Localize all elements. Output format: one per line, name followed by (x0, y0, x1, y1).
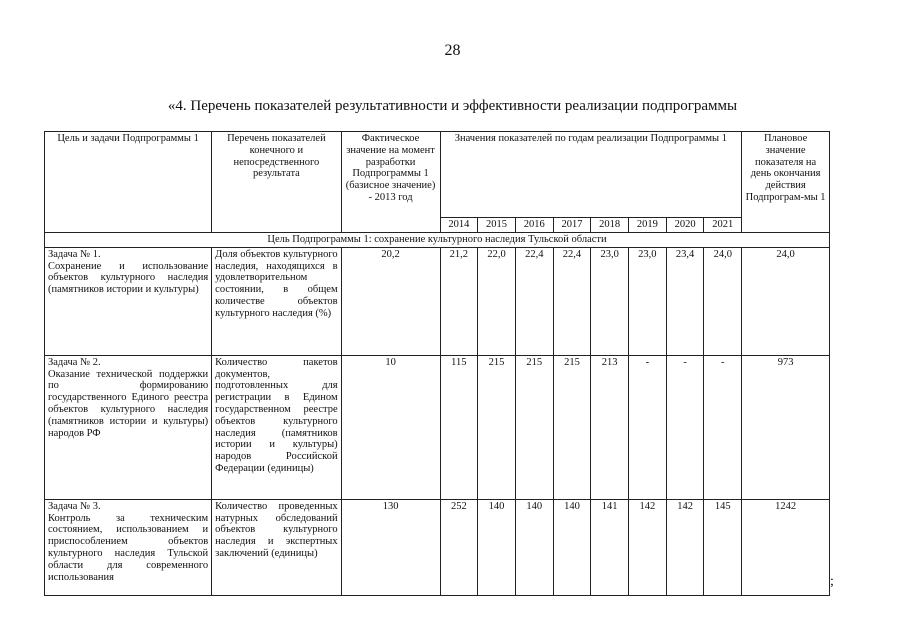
year-value: 213 (591, 355, 629, 499)
planned-value: 973 (742, 355, 830, 499)
year-cell: 2014 (440, 218, 478, 233)
year-value: 21,2 (440, 247, 478, 355)
task-text: Сохранение и использование объектов культурного наследия (памятников истории и культуры) (48, 260, 209, 296)
indicator-cell: Доля объектов культурного наследия, находящихся в удовлетворительном состоянии, в общем количестве объектов культурного наследия (%) (212, 247, 341, 355)
year-cell: 2019 (629, 218, 667, 233)
year-value: - (629, 355, 667, 499)
trailing-semicolon: ; (830, 574, 834, 589)
year-value: 23,0 (629, 247, 667, 355)
indicator-cell: Количество пакетов документов, подготовленных для регистрации в Едином государственном реестре объектов культурного наследия (памятников истории и культуры) народов Российской Федерации (единицы) (212, 355, 341, 499)
actual-value: 20,2 (341, 247, 440, 355)
year-value: 24,0 (704, 247, 742, 355)
year-value: 23,0 (591, 247, 629, 355)
year-value: 145 (704, 499, 742, 595)
task-label: Задача № 3. (48, 500, 101, 512)
header-by-years: Значения показателей по годам реализации Подпрограммы 1 (440, 132, 742, 218)
task-cell (45, 247, 212, 355)
planned-value: 24,0 (742, 247, 830, 355)
year-cell: 2021 (704, 218, 742, 233)
year-value: 140 (515, 499, 553, 595)
year-value: 140 (553, 499, 591, 595)
year-value: 215 (515, 355, 553, 499)
goal-row (45, 233, 830, 248)
year-value: 141 (591, 499, 629, 595)
table-row (45, 355, 830, 499)
header-planned: Плановое значение показателя на день окончания действия Подпрограм-мы 1 (742, 132, 830, 233)
document-title: «4. Перечень показателей результативности и эффективности реализации подпрограммы (167, 98, 738, 114)
year-cell: 2017 (553, 218, 591, 233)
header-indicators: Перечень показателей конечного и непосредственного результата (212, 132, 341, 233)
year-value: 115 (440, 355, 478, 499)
year-value: 215 (553, 355, 591, 499)
header-actual: Фактическое значение на момент разработки Подпрограммы 1 (базисное значение) - 2013 год (341, 132, 440, 233)
task-text: Контроль за техническим состоянием, использованием и приспособлением объектов культурного наследия Тульской области для современного использования (48, 512, 209, 583)
header-goals: Цель и задачи Подпрограммы 1 (45, 132, 212, 233)
year-value: 22,4 (515, 247, 553, 355)
task-label: Задача № 1. (48, 248, 101, 260)
year-value: - (704, 355, 742, 499)
year-value: 142 (666, 499, 704, 595)
year-value: 23,4 (666, 247, 704, 355)
task-cell (45, 499, 212, 595)
year-cell: 2020 (666, 218, 704, 233)
indicators-table (44, 131, 830, 596)
year-value: 22,0 (478, 247, 516, 355)
page-number: 28 (444, 42, 461, 59)
task-text: Оказание технической поддержки по формированию государственного Единого реестра объектов культурного наследия (памятников истории и культуры) народов РФ (48, 368, 209, 439)
actual-value: 130 (341, 499, 440, 595)
header-row (45, 132, 830, 218)
planned-value: 1242 (742, 499, 830, 595)
actual-value: 10 (341, 355, 440, 499)
year-cell: 2015 (478, 218, 516, 233)
task-cell (45, 355, 212, 499)
indicator-cell: Количество проведенных натурных обследований объектов культурного наследия и экспертных заключений (единицы) (212, 499, 341, 595)
task-label: Задача № 2. (48, 356, 101, 368)
year-value: 252 (440, 499, 478, 595)
year-cell: 2016 (515, 218, 553, 233)
year-cell: 2018 (591, 218, 629, 233)
year-value: 215 (478, 355, 516, 499)
year-value: 142 (629, 499, 667, 595)
table-row (45, 499, 830, 595)
year-value: 140 (478, 499, 516, 595)
table-row (45, 247, 830, 355)
year-value: - (666, 355, 704, 499)
goal-cell: Цель Подпрограммы 1: сохранение культурного наследия Тульской области (45, 233, 830, 248)
year-value: 22,4 (553, 247, 591, 355)
